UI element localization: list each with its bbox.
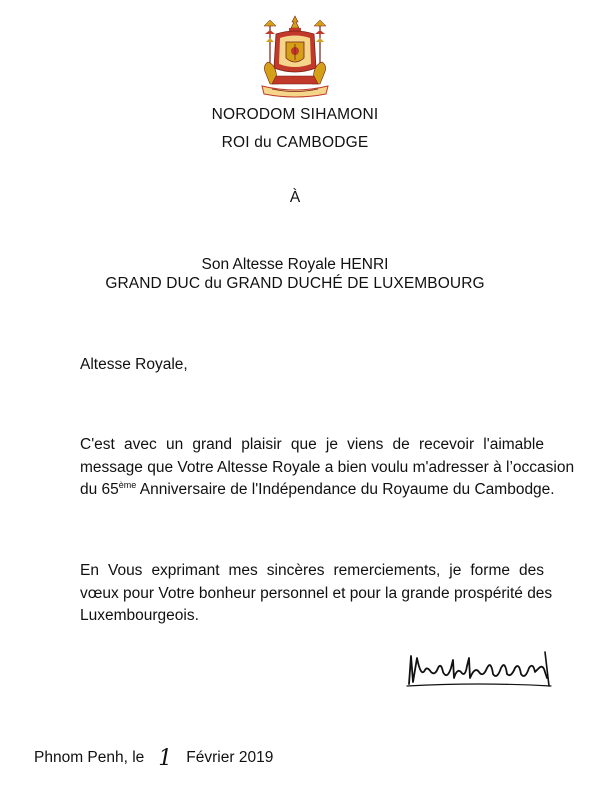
paragraph-1-line-2: message que Votre Altesse Royale a bien voulu m'adresser à l’occasion [80, 458, 575, 476]
paragraph-1-line-3 [80, 479, 555, 502]
salutation: Altesse Royale, [80, 356, 188, 373]
paragraph-1-line-3-pre: du 65 [80, 481, 119, 498]
paragraph-2-line-1: En Vous exprimant mes sincères remerciements, je forme des [80, 562, 544, 579]
paragraph-1-line-1-text: C'est avec un grand plaisir que je viens de recevoir l'aimable [80, 436, 544, 453]
signature-icon [405, 648, 553, 690]
place-label: Phnom Penh, le [34, 749, 145, 766]
sender-name: NORODOM SIHAMONI [211, 106, 379, 123]
paragraph-1-line-1 [80, 434, 544, 457]
paragraph-1 [80, 434, 575, 502]
place-date-line [34, 743, 274, 771]
paragraph-2 [80, 560, 553, 628]
paragraph-1-line-3-post: Anniversaire de l'Indépendance du Royaume du Cambodge. [136, 481, 555, 498]
recipient-line-2: GRAND DUC du GRAND DUCHÉ DE LUXEMBOURG [105, 275, 485, 292]
paragraph-2-line-2: vœux pour Votre bonheur personnel et pour la grande prospérité des [80, 584, 553, 602]
addressee-marker: À [289, 189, 301, 206]
paragraph-2-line-3: Luxembourgeois. [80, 607, 199, 624]
sender-title: ROI du CAMBODGE [221, 134, 369, 151]
handwritten-day: 1 [158, 746, 173, 771]
recipient-line-1: Son Altesse Royale HENRI [201, 256, 389, 273]
date-month-year: Février 2019 [186, 749, 274, 766]
ordinal-suffix: ème [118, 479, 137, 490]
royal-arms-icon [256, 14, 334, 100]
